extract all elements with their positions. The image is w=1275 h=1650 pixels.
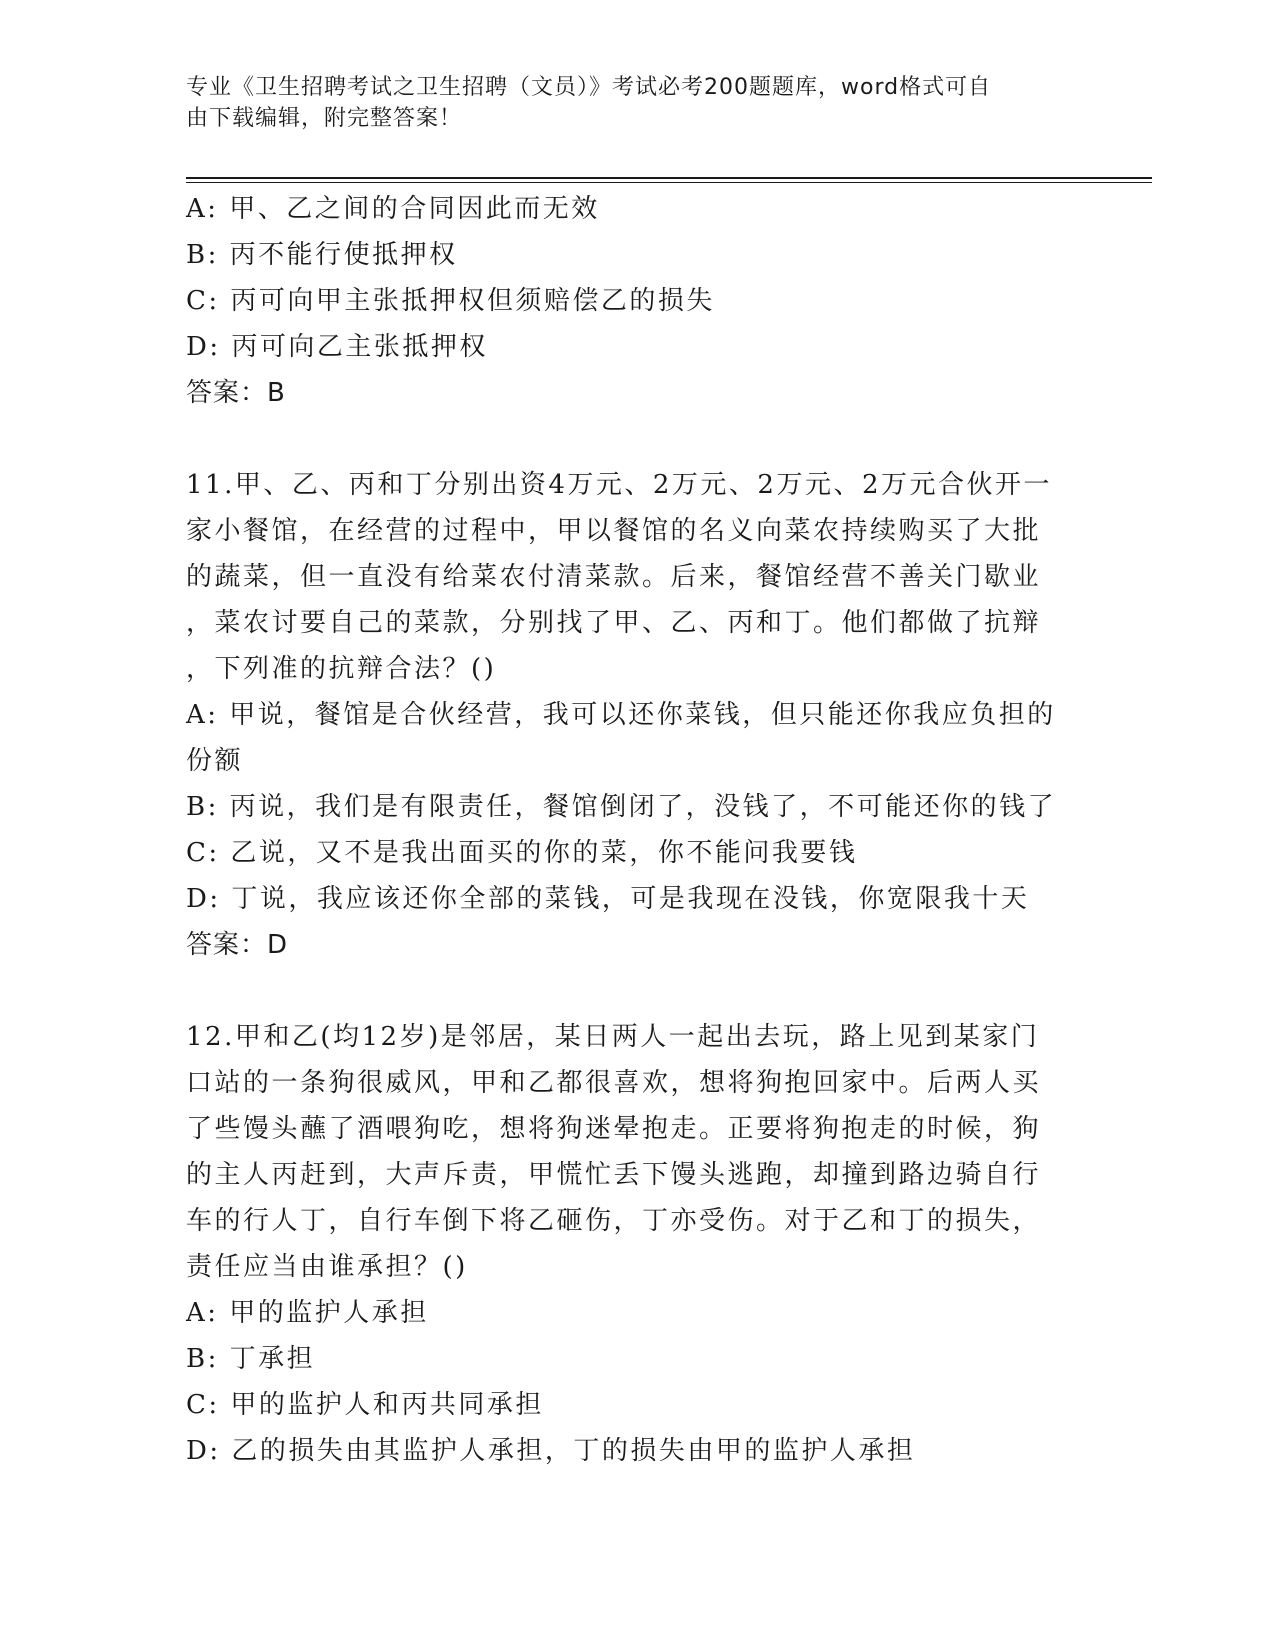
q11-option-b: B: 丙说，我们是有限责任，餐馆倒闭了，没钱了，不可能还你的钱了 [186,792,1057,822]
q11-stem-line-4: ，菜农讨要自己的菜款，分别找了甲、乙、丙和丁。他们都做了抗辩 [186,608,1042,638]
q11-stem-line-5: ，下列准的抗辩合法？() [186,654,497,684]
spacer [186,416,1086,462]
q12-option-b: B: 丁承担 [186,1344,316,1374]
header-divider-thin [186,182,1152,183]
header-line-1: 专业《卫生招聘考试之卫生招聘（文员）》考试必考200题题库，word格式可自 [186,75,992,100]
q12-stem-line-3: 了些馒头蘸了酒喂狗吃，想将狗迷晕抱走。正要将狗抱走的时候，狗 [186,1114,1042,1144]
spacer [186,968,1086,1014]
prev-option-a: A: 甲、乙之间的合同因此而无效 [186,194,600,224]
prev-answer: 答案：B [186,378,286,408]
q11-option-a-line-2: 份额 [186,746,244,776]
q12-stem-line-6: 责任应当由谁承担？() [186,1252,468,1282]
question-content [186,186,1086,1474]
q12-option-c: C: 甲的监护人和丙共同承担 [186,1390,544,1420]
q11-stem-line-2: 家小餐馆，在经营的过程中，甲以餐馆的名义向菜农持续购买了大批 [186,516,1042,546]
header-divider-thick [186,177,1152,179]
q11-answer: 答案：D [186,930,289,960]
q12-stem-line-4: 的主人丙赶到，大声斥责，甲慌忙丢下馒头逃跑，却撞到路边骑自行 [186,1160,1042,1190]
q12-option-a: A: 甲的监护人承担 [186,1298,429,1328]
q11-stem-line-3: 的蔬菜，但一直没有给菜农付清菜款。后来，餐馆经营不善关门歇业 [186,562,1042,592]
document-header [186,72,1086,134]
header-line-2: 由下载编辑，附完整答案！ [186,106,463,131]
q11-option-a-line-1: A: 甲说，餐馆是合伙经营，我可以还你菜钱，但只能还你我应负担的 [186,700,1056,730]
q11-option-c: C: 乙说，又不是我出面买的你的菜，你不能问我要钱 [186,838,858,868]
q11-stem-line-1: 11.甲、乙、丙和丁分别出资4万元、2万元、2万元、2万元合伙开一 [186,470,1053,500]
q12-stem-line-2: 口站的一条狗很威风，甲和乙都很喜欢，想将狗抱回家中。后两人买 [186,1068,1042,1098]
q12-stem-line-1: 12.甲和乙(均12岁)是邻居，某日两人一起出去玩，路上见到某家门 [186,1022,1040,1052]
prev-option-c: C: 丙可向甲主张抵押权但须赔偿乙的损失 [186,286,715,316]
q12-stem-line-5: 车的行人丁，自行车倒下将乙砸伤，丁亦受伤。对于乙和丁的损失， [186,1206,1042,1236]
q12-option-d: D: 乙的损失由其监护人承担，丁的损失由甲的监护人承担 [186,1436,916,1466]
prev-option-d: D: 丙可向乙主张抵押权 [186,332,488,362]
q11-option-d: D: 丁说，我应该还你全部的菜钱，可是我现在没钱，你宽限我十天 [186,884,1030,914]
prev-option-b: B: 丙不能行使抵押权 [186,240,458,270]
